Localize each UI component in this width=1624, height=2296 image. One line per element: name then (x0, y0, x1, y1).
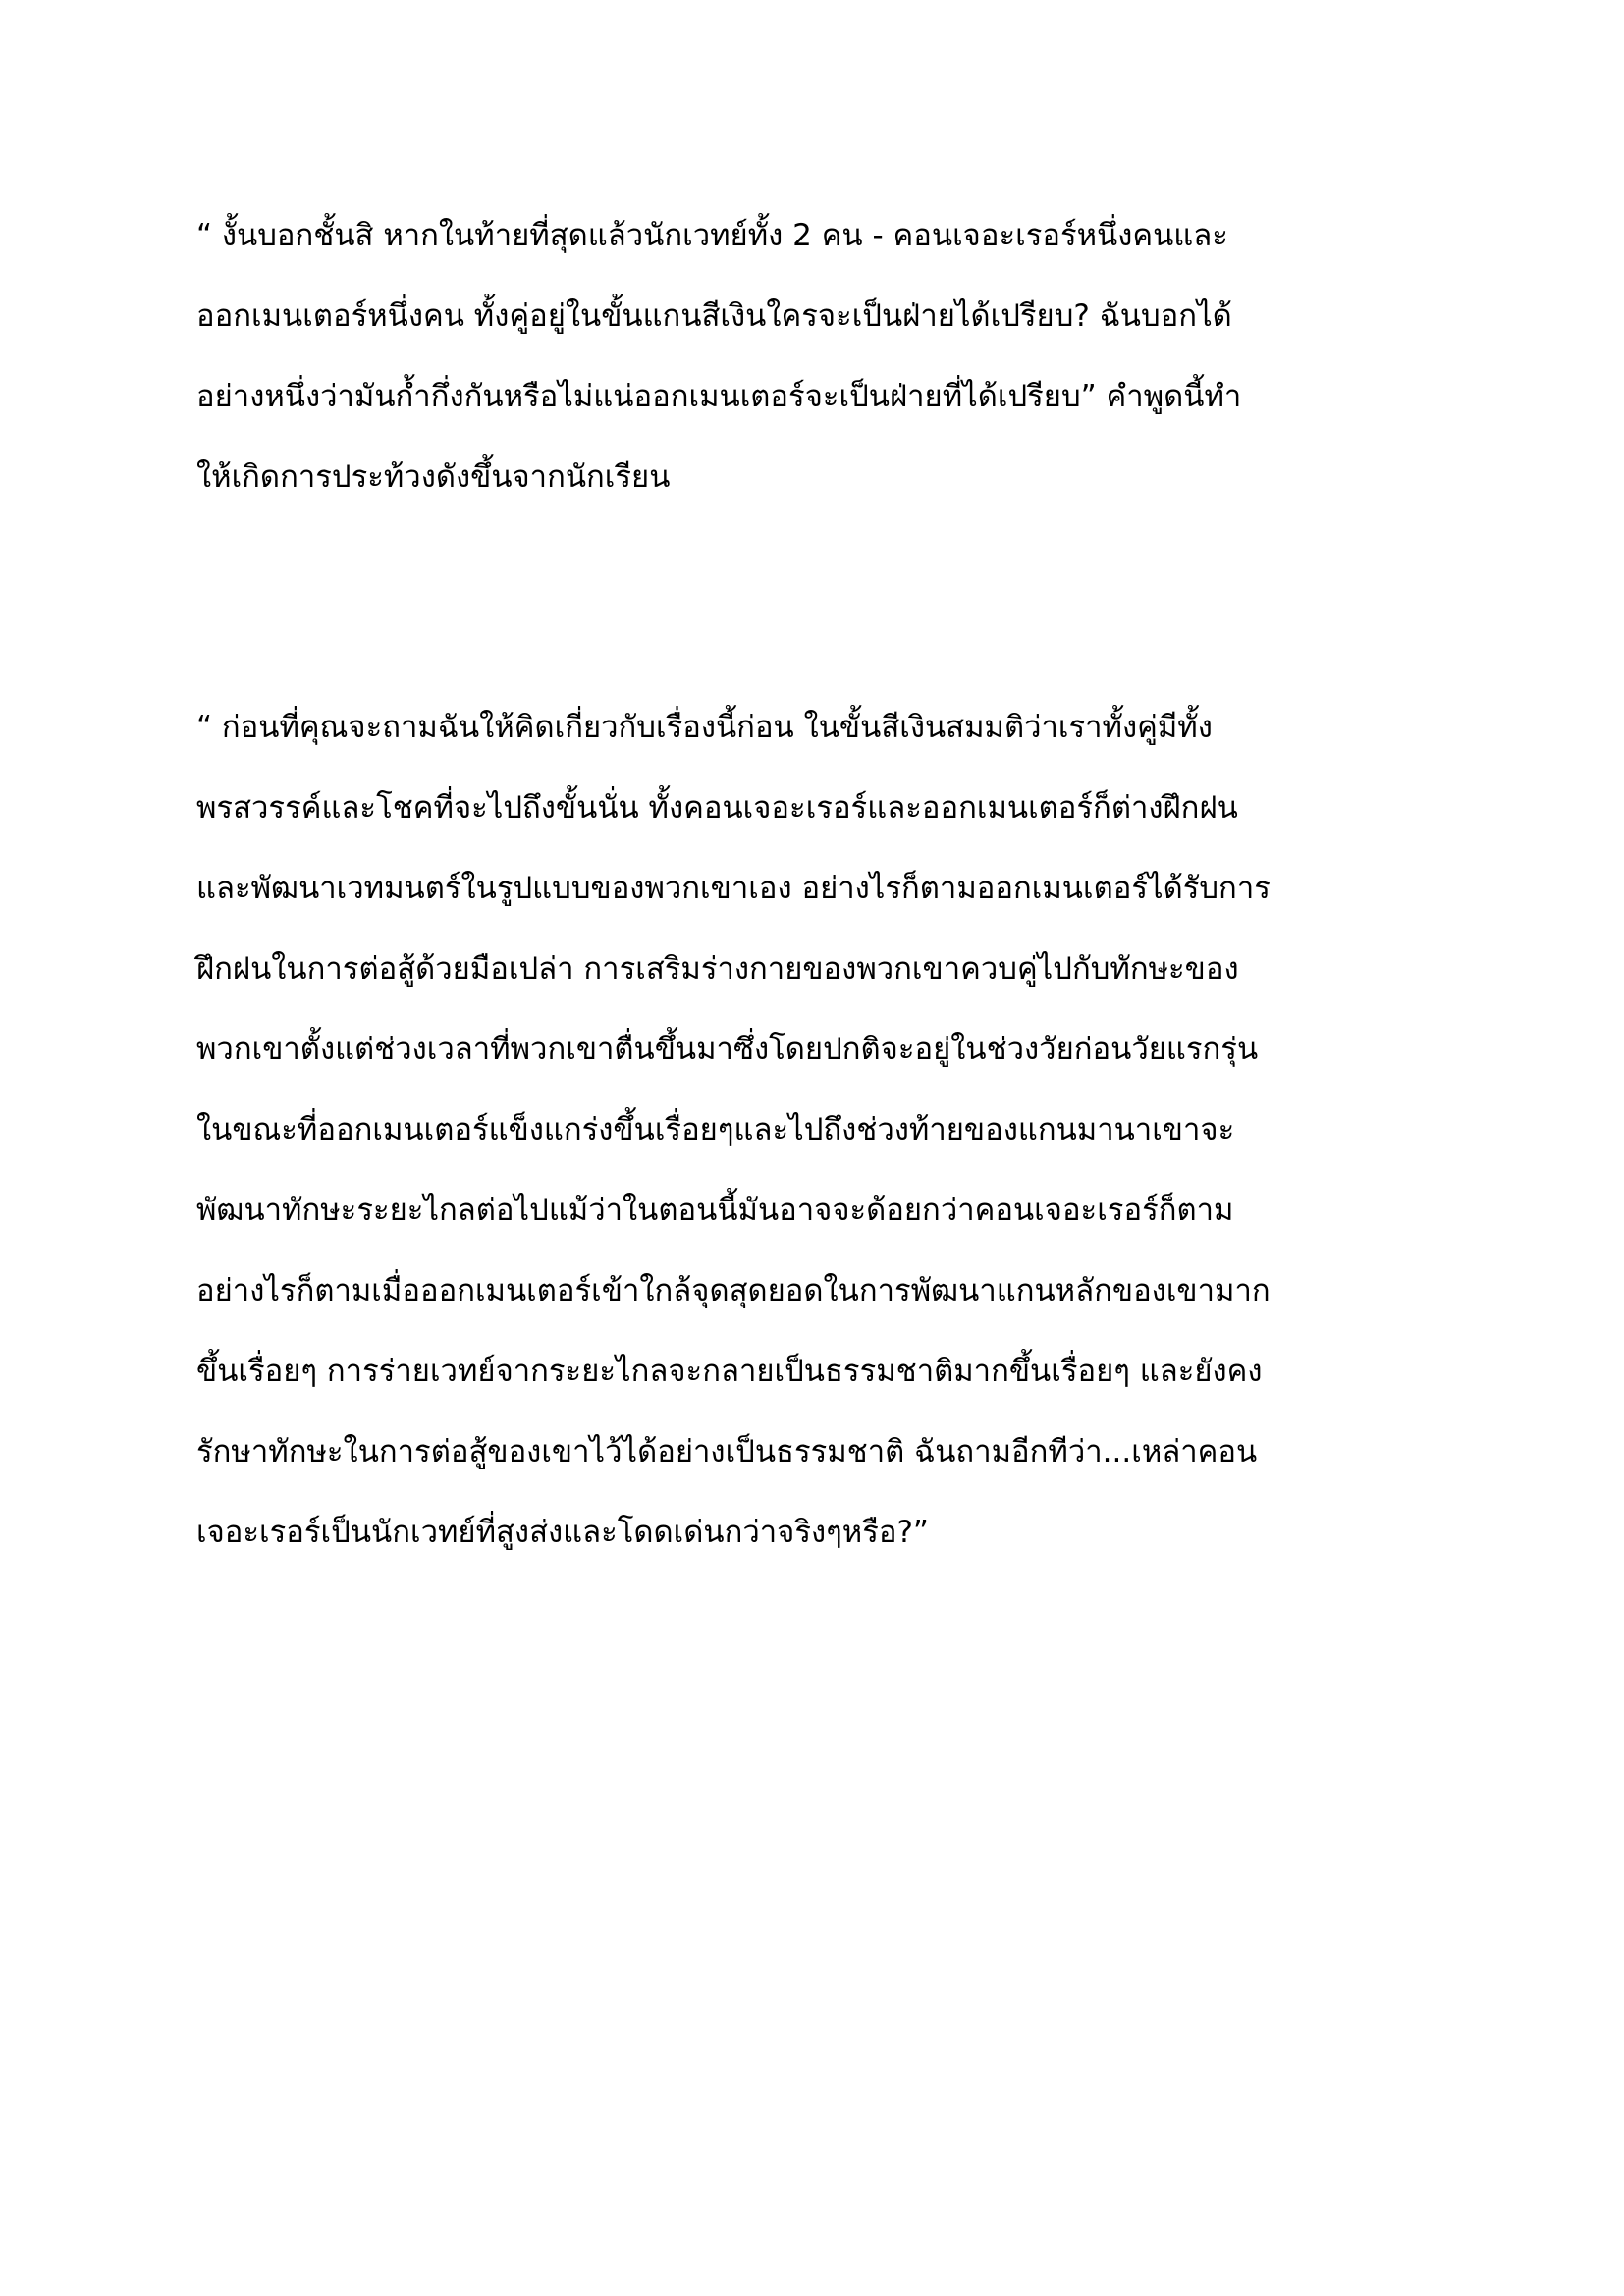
text-line: พวกเขาตั้งแต่ช่วงเวลาที่พวกเขาตื่นขึ้นมาซึ่งโดยปกติจะอยู่ในช่วงวัยก่อนวัยแรกรุ่น (196, 1032, 1259, 1067)
text-line: รักษาทักษะในการต่อสู้ของเขาไว้ได้อย่างเป็นธรรมชาติ ฉันถามอีกทีว่า...เหล่าคอน (196, 1434, 1258, 1469)
text-line: อย่างหนึ่งว่ามันก้ำกึ่งกันหรือไม่แน่ออกเมนเตอร์จะเป็นฝ่ายที่ได้เปรียบ” คำพูดนี้ทำ (196, 379, 1242, 414)
text-line: ขึ้นเรื่อยๆ การร่ายเวทย์จากระยะไกลจะกลายเป็นธรรมชาติมากขึ้นเรื่อยๆ และยังคง (196, 1354, 1263, 1389)
text-line: พัฒนาทักษะระยะไกลต่อไปแม้ว่าในตอนนี้มันอาจจะด้อยกว่าคอนเจอะเรอร์ก็ตาม (196, 1193, 1234, 1228)
text-line: ในขณะที่ออกเมนเตอร์แข็งแกร่งขึ้นเรื่อยๆและไปถึงช่วงท้ายของแกนมานาเขาจะ (196, 1112, 1235, 1148)
text-line: เจอะเรอร์เป็นนักเวทย์ที่สูงส่งและโดดเด่นกว่าจริงๆหรือ?” (196, 1515, 929, 1550)
paragraph-1 (196, 195, 1443, 517)
text-line: ออกเมนเตอร์หนึ่งคน ทั้งคู่อยู่ในขั้นแกนสีเงินใครจะเป็นฝ่ายได้เปรียบ? ฉันบอกได้ (196, 298, 1232, 334)
text-line: “ ก่อนที่คุณจะถามฉันให้คิดเกี่ยวกับเรื่องนี้ก่อน ในขั้นสีเงินสมมติว่าเราทั้งคู่มีทั้ง (196, 710, 1213, 745)
paragraph-2 (196, 687, 1443, 1573)
text-line: ให้เกิดการประท้วงดังขึ้นจากนักเรียน (196, 459, 671, 495)
text-line: อย่างไรก็ตามเมื่อออกเมนเตอร์เข้าใกล้จุดสุดยอดในการพัฒนาแกนหลักของเขามาก (196, 1273, 1271, 1308)
text-line: พรสวรรค์และโชคที่จะไปถึงขั้นนั่น ทั้งคอนเจอะเรอร์และออกเมนเตอร์ก็ต่างฝึกฝน (196, 790, 1238, 826)
text-line: ฝึกฝนในการต่อสู้ด้วยมือเปล่า การเสริมร่างกายของพวกเขาควบคู่ไปกับทักษะของ (196, 951, 1239, 987)
text-line: “ งั้นบอกชั้นสิ หากในท้ายที่สุดแล้วนักเวทย์ทั้ง 2 คน - คอนเจอะเรอร์หนึ่งคนและ (196, 218, 1228, 253)
text-line: และพัฒนาเวทมนตร์ในรูปแบบของพวกเขาเอง อย่างไรก็ตามออกเมนเตอร์ได้รับการ (196, 871, 1271, 906)
